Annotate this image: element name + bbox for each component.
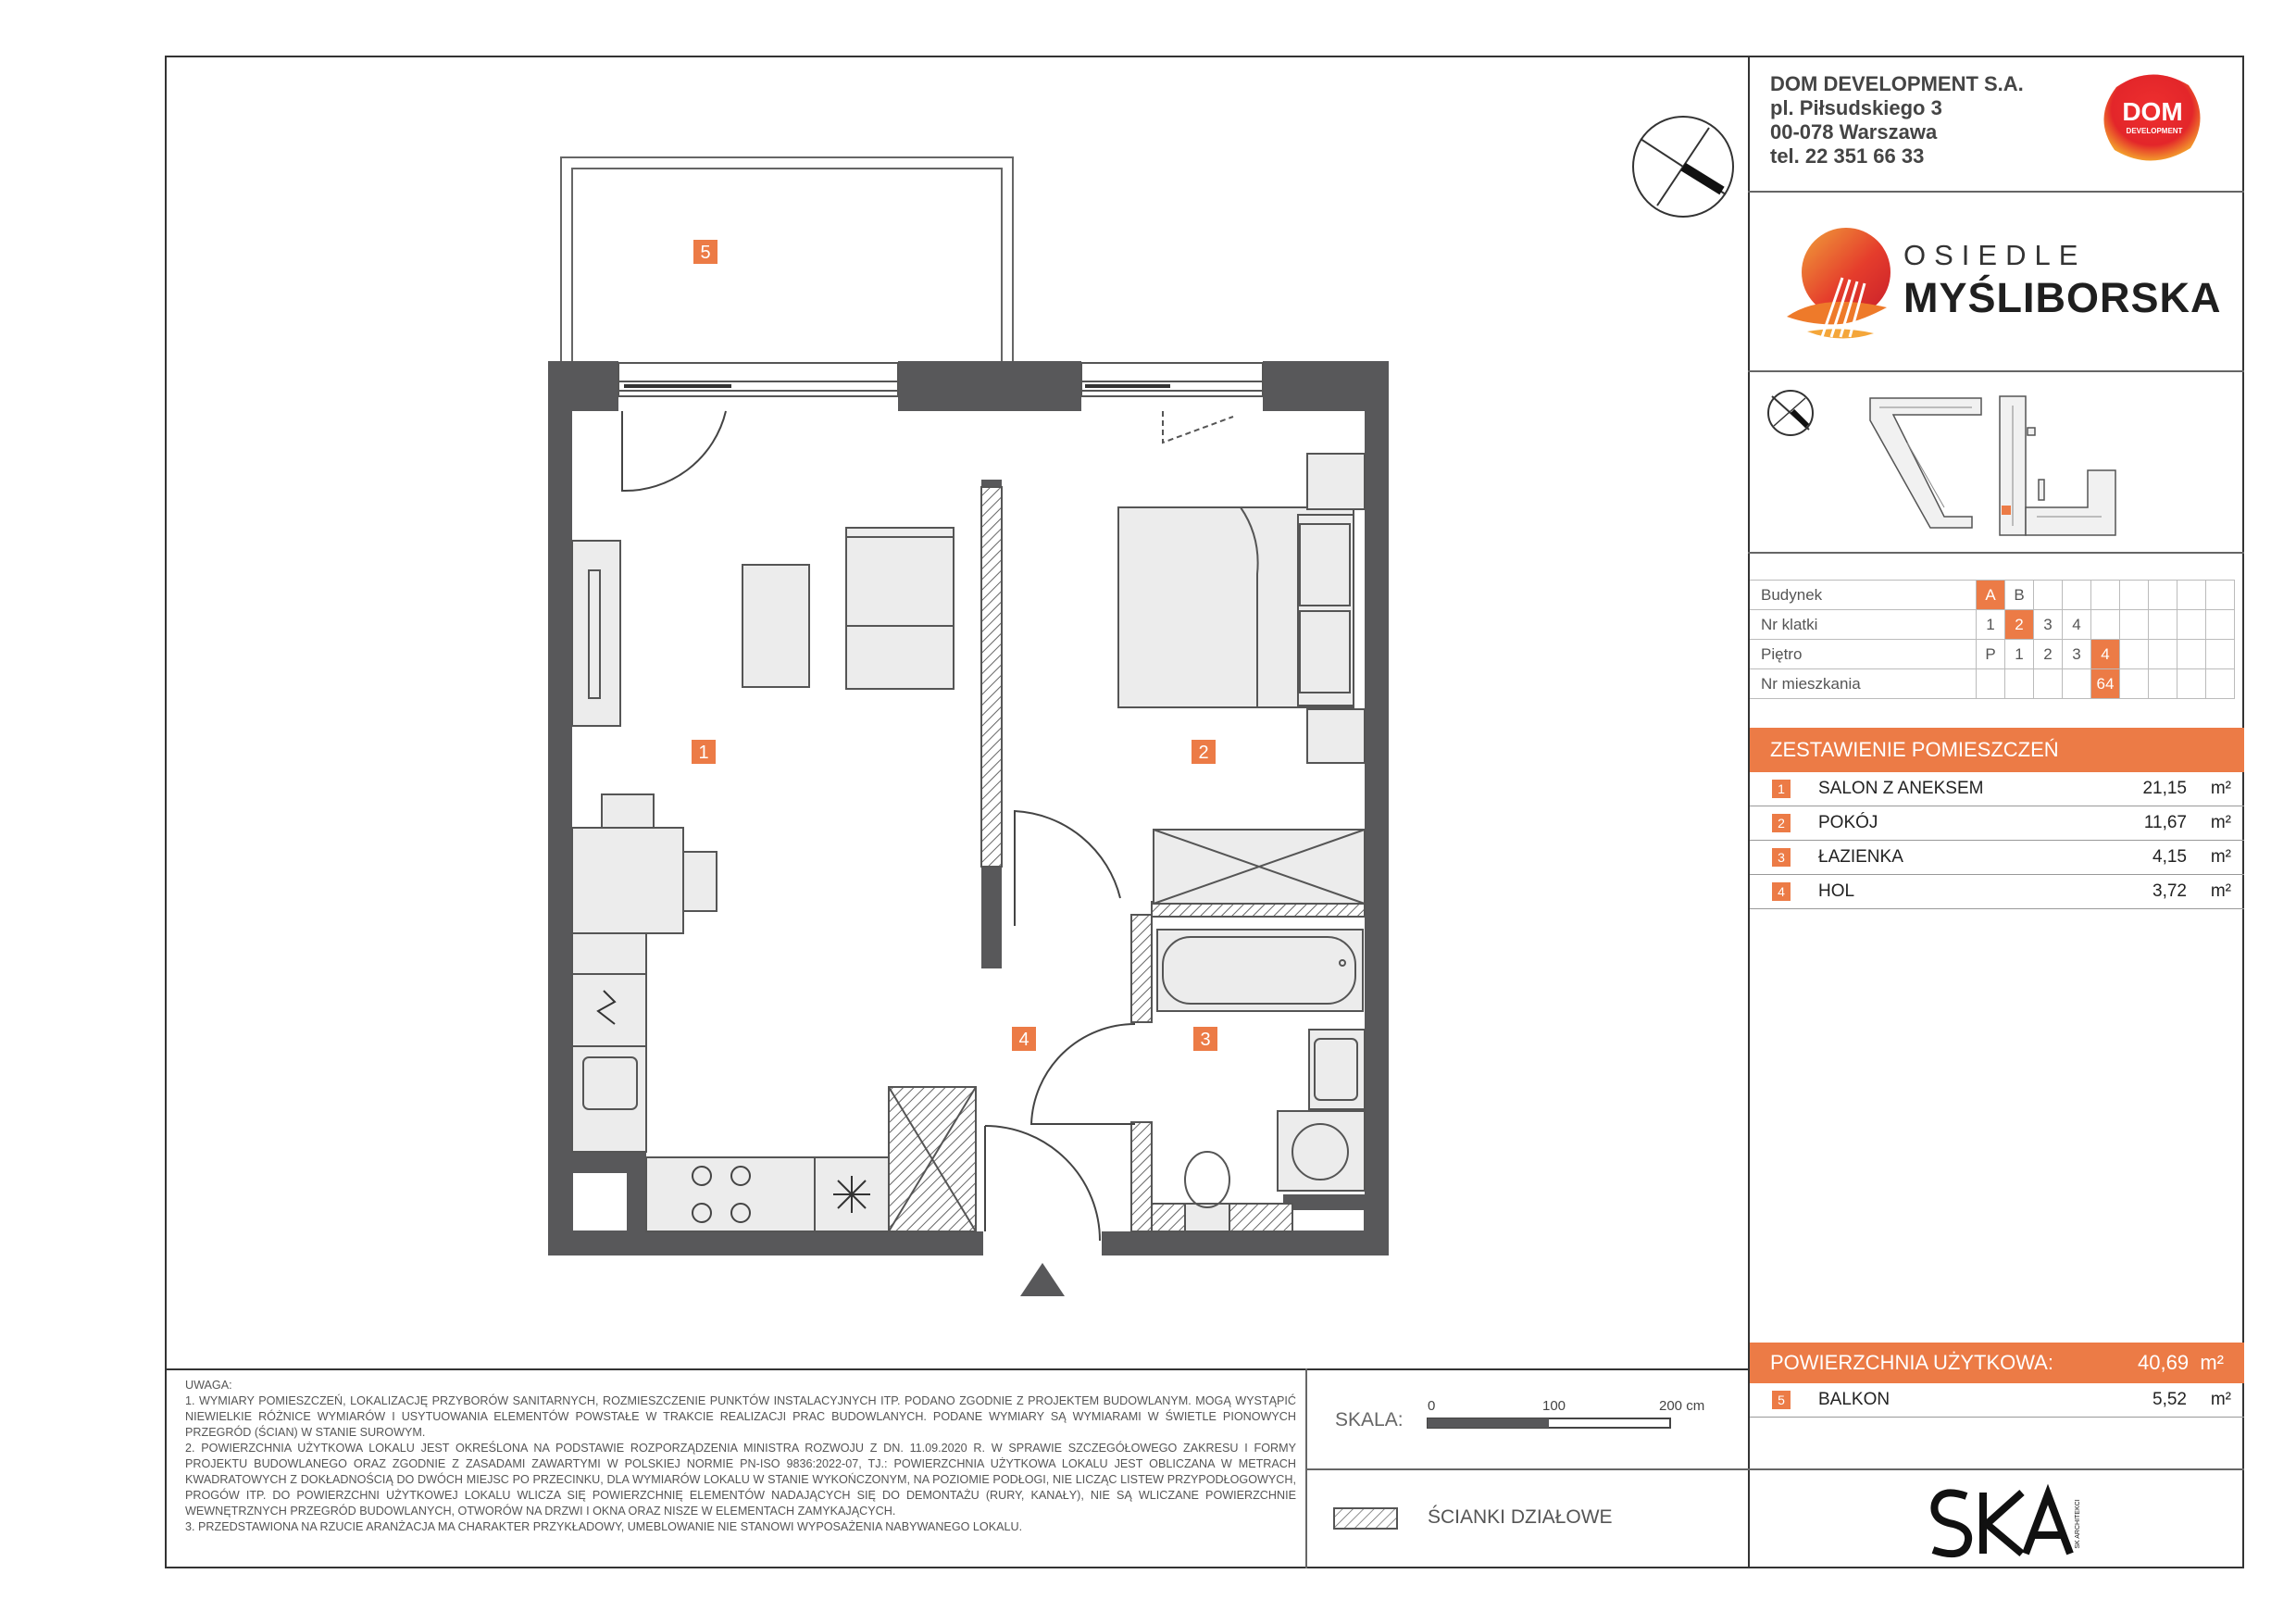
scale-tick: 0 [1428, 1398, 1436, 1414]
info-cell [2149, 669, 2177, 699]
room-name: ŁAZIENKA [1818, 847, 1903, 867]
room-area: 3,72 [2152, 881, 2187, 901]
ska-architects-logo [1926, 1483, 2083, 1563]
rooms-summary-header [1750, 728, 2244, 772]
room-name: POKÓJ [1818, 813, 1878, 832]
fridge-icon [833, 1176, 870, 1213]
room-name: HOL [1818, 881, 1855, 901]
room-row [1750, 772, 2244, 806]
balcony-number: 5 [1772, 1391, 1791, 1409]
usable-area-number: 40,69 [2138, 1351, 2190, 1374]
room-row [1750, 875, 2244, 909]
info-cell [2177, 610, 2206, 640]
room-label-number: 4 [1018, 1030, 1029, 1050]
info-cell [2063, 581, 2091, 610]
info-cell [1977, 669, 2005, 699]
room-row [1750, 841, 2244, 875]
ska-logo-subtext: SK ARCHITEKCI [2075, 1499, 2081, 1549]
room-unit: m² [2210, 881, 2231, 901]
notes-title: UWAGA: [185, 1379, 232, 1392]
scale-label: SKALA: [1335, 1409, 1404, 1430]
project-name-line1: OSIEDLE [1903, 239, 2087, 271]
company-address [1770, 72, 2024, 169]
info-cell [2034, 581, 2063, 610]
info-row-label: Piętro [1750, 640, 1977, 669]
info-cell: 64 [2091, 669, 2120, 699]
room-number: 4 [1772, 882, 1791, 901]
dom-logo-text: DOM [2122, 97, 2183, 126]
location-info-table [1750, 580, 2235, 699]
info-cell [2091, 581, 2120, 610]
info-cell [2206, 669, 2235, 699]
scale-bar [1426, 1413, 1685, 1441]
room-label-number: 2 [1198, 743, 1209, 763]
dom-development-logo [2098, 69, 2207, 167]
info-cell [2149, 581, 2177, 610]
info-cell [2206, 640, 2235, 669]
window-swing [1163, 411, 1233, 443]
info-cell [2120, 640, 2149, 669]
room-number: 1 [1772, 780, 1791, 798]
osiedle-sun-logo [1785, 222, 1896, 344]
info-cell [2120, 669, 2149, 699]
info-cell [2177, 669, 2206, 699]
info-cell [2177, 640, 2206, 669]
info-cell [2149, 640, 2177, 669]
scale-tick: 100 [1542, 1398, 1566, 1414]
usable-area-unit: m² [2200, 1351, 2224, 1374]
usable-area-header [1750, 1343, 2244, 1383]
info-cell: 2 [2005, 610, 2034, 640]
info-row-label: Nr klatki [1750, 610, 1977, 640]
building-footprint [1870, 396, 2115, 535]
room-label-number: 1 [698, 743, 709, 763]
info-row-label: Budynek [1750, 581, 1977, 610]
room-unit: m² [2210, 813, 2231, 832]
compass-icon [1633, 117, 1733, 217]
partition-walls-legend: ŚCIANKI DZIAŁOWE [1428, 1506, 1613, 1528]
info-cell: 4 [2091, 640, 2120, 669]
info-row-label: Nr mieszkania [1750, 669, 1977, 699]
divider [1748, 1468, 2244, 1470]
company-phone: tel. 22 351 66 33 [1770, 144, 1925, 168]
info-cell: 2 [2034, 640, 2063, 669]
info-cell: 1 [2005, 640, 2034, 669]
info-row [1750, 610, 2235, 640]
info-cell [2120, 610, 2149, 640]
room-label-number: 5 [700, 243, 711, 263]
balcony-outline [561, 157, 1013, 361]
info-cell [2149, 610, 2177, 640]
divider [1748, 191, 2244, 193]
partition-walls-swatch [1333, 1507, 1398, 1530]
balcony-area: 5,52 [2152, 1390, 2187, 1409]
info-row [1750, 669, 2235, 699]
scale-tick: 200 cm [1659, 1398, 1705, 1414]
room-area: 21,15 [2142, 779, 2187, 798]
info-row [1750, 640, 2235, 669]
info-cell: 3 [2063, 640, 2091, 669]
project-name-line2: MYŚLIBORSKA [1903, 274, 2222, 321]
room-area: 11,67 [2143, 813, 2187, 832]
info-cell: 3 [2034, 610, 2063, 640]
info-cell: A [1977, 581, 2005, 610]
note-item: 1. WYMIARY POMIESZCZEŃ, LOKALIZACJĘ PRZYBORÓW SANITARNYCH, ROZMIESZCZENIE PUNKTÓW INSTALACYJNYCH ITP. PODANO ZGODNIE Z PROJEKTEM BUDOWLANYM. MOGĄ WYSTĄPIĆ NIEWIELKIE RÓŻNICE WYMIARÓW I USYTUOWANIA ELEMENTÓW POWSTAŁE W TRAKCIE REALIZACJI PRAC BUDOWLANYCH. PODANE WYMIARY SĄ WYMIARAMI W ŚWIETLE PIONOWYCH PRZEGRÓD (ŚCIAN) W STANIE SUROWYM. [185, 1394, 1296, 1439]
info-cell [2177, 581, 2206, 610]
room-area: 4,15 [2152, 847, 2187, 867]
room-number: 2 [1772, 814, 1791, 832]
room-unit: m² [2210, 779, 2231, 798]
info-cell [2206, 610, 2235, 640]
room-unit: m² [2210, 847, 2231, 867]
room-number: 3 [1772, 848, 1791, 867]
rooms-summary-title: ZESTAWIENIE POMIESZCZEŃ [1770, 738, 2059, 761]
room-name: SALON Z ANEKSEM [1818, 779, 1984, 798]
floor-plan [518, 107, 1778, 1302]
info-cell: B [2005, 581, 2034, 610]
dom-logo-subtext: DEVELOPMENT [2126, 127, 2183, 135]
company-street: pl. Piłsudskiego 3 [1770, 96, 1942, 119]
divider [1748, 370, 2244, 372]
info-cell [2063, 669, 2091, 699]
info-cell [2206, 581, 2235, 610]
room-row [1750, 806, 2244, 841]
usable-area-value [2138, 1343, 2224, 1383]
info-cell [2034, 669, 2063, 699]
info-cell [2005, 669, 2034, 699]
info-cell: P [1977, 640, 2005, 669]
info-row [1750, 581, 2235, 610]
balcony-unit: m² [2210, 1390, 2231, 1409]
info-cell: 4 [2063, 610, 2091, 640]
note-item: 2. POWIERZCHNIA UŻYTKOWA LOKALU JEST OKREŚLONA NA PODSTAWIE ROZPORZĄDZENIA MINISTRA ROZWOJU Z DN. 11.09.2020 R. W SPRAWIE SZCZEGÓŁOWEGO ZAKRESU I FORMY PROJEKTU BUDOWLANEGO ORAZ ZGODNIE Z ZASADAMI ZAWARTYMI W POLSKIEJ NORMIE PN-ISO 9836:2022-07, TJ.: POWIERZCHNIA UŻYTKOWA LOKALU JEST OBLICZANA W METRACH KWADRATOWYCH Z DOKŁADNOŚCIĄ DO DWÓCH MIEJSC PO PRZECINKU, DLA WYMIARÓW LOKALU W STANIE WYKOŃCZONYM, NA POZIOMIE PODŁOGI, NIE LICZĄC LISTEW PRZYPODŁOGOWYCH, PROGÓW ITP. DO POWIERZCHNI UŻYTKOWEJ LOKALU WLICZA SIĘ POWIERZCHNIĘ ELEMENTÓW NADAJĄCYCH SIĘ DO DEMONTAŻU (RURY, KANAŁY), NIE SĄ WLICZANE POWIERZCHNIE WEWNĘTRZNYCH PRZEGRÓD BUDOWLANYCH, OTWORÓW NA DRZWI I OKNA ORAZ NISZE W ELEMENTACH ZAMYKAJĄCYCH. [185, 1442, 1296, 1518]
info-cell: 1 [1977, 610, 2005, 640]
room-label-number: 3 [1200, 1030, 1211, 1050]
apartment-location-marker [2002, 506, 2011, 515]
balcony-name: BALKON [1818, 1390, 1890, 1409]
company-city: 00-078 Warszawa [1770, 120, 1938, 144]
info-cell [2120, 581, 2149, 610]
notes [185, 1378, 1296, 1535]
entrance-arrow-icon [1020, 1263, 1065, 1296]
divider [1305, 1468, 1750, 1470]
usable-area-label: POWIERZCHNIA UŻYTKOWA: [1770, 1351, 2053, 1374]
company-name: DOM DEVELOPMENT S.A. [1770, 72, 2024, 95]
balcony-row [1750, 1383, 2244, 1418]
site-key-plan [1750, 378, 2244, 554]
bottom-strip-divider [165, 1368, 1750, 1370]
note-item: 3. PRZEDSTAWIONA NA RZUCIE ARANŻACJA MA CHARAKTER PRZYKŁADOWY, UMEBLOWANIE NIE STANOWI WYPOSAŻENIA NABYWANEGO LOKALU. [185, 1520, 1023, 1533]
info-cell [2091, 610, 2120, 640]
